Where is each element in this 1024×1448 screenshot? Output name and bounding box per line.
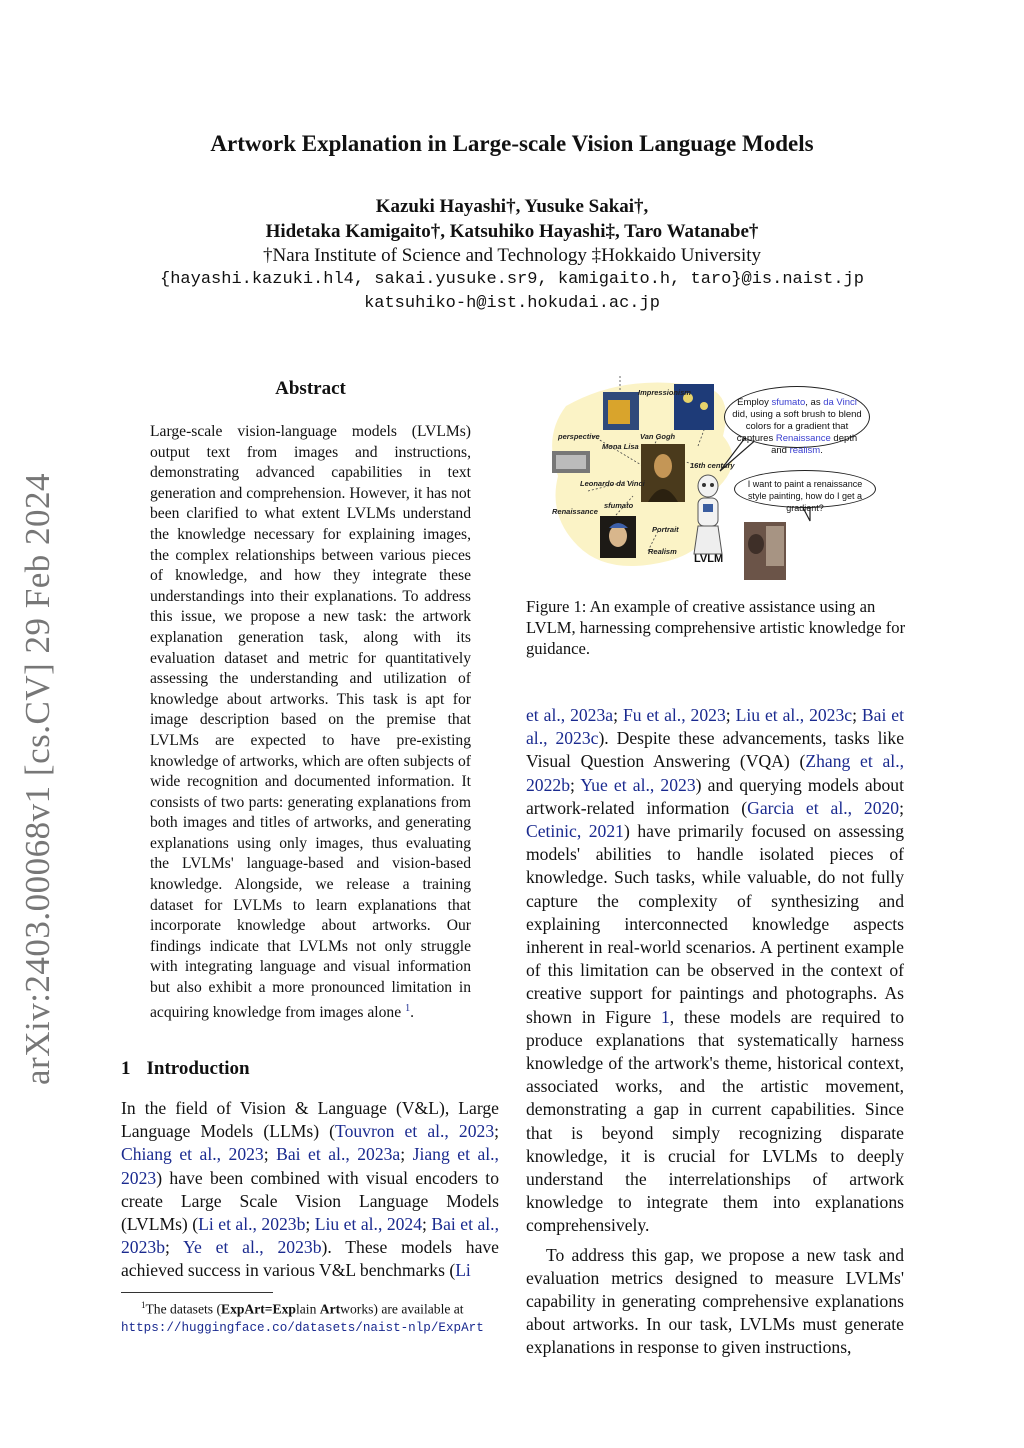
arxiv-stamp: arXiv:2403.00068v1 [cs.CV] 29 Feb 2024 xyxy=(18,472,57,1085)
citation-link[interactable]: Yue et al., 2023 xyxy=(580,774,696,795)
node-leonardo: Leonardo da Vinci xyxy=(580,479,645,488)
citation-link[interactable]: Fu et al., 2023 xyxy=(622,705,726,725)
node-16th-century: 16th century xyxy=(690,461,735,470)
footnote-rule xyxy=(121,1292,273,1293)
abstract-body xyxy=(150,422,471,1023)
citation-link[interactable]: Touvron et al., 2023 xyxy=(335,1121,495,1142)
paper-title: Artwork Explanation in Large-scale Vision Language Models xyxy=(210,131,814,156)
citation-link[interactable]: Li xyxy=(455,1260,471,1281)
affiliations: †Nara Institute of Science and Technology ‡Hokkaido University xyxy=(263,245,761,266)
node-impressionism: Impressionism xyxy=(638,388,691,397)
node-van-gogh: Van Gogh xyxy=(640,432,676,441)
citation-link[interactable]: Chiang et al., 2023 xyxy=(121,1144,264,1165)
section-title: Introduction xyxy=(146,1058,250,1079)
authors-line-2: Hidetaka Kamigaito†, Katsuhiko Hayashi‡, Taro Watanabe† xyxy=(265,221,759,242)
abstract-heading: Abstract xyxy=(275,378,346,399)
citation-link[interactable]: et al., 2023a xyxy=(526,705,614,725)
footnote-ref[interactable]: 1 xyxy=(405,1002,411,1014)
section-number: 1 xyxy=(121,1058,131,1079)
citation-link[interactable]: Liu et al., 2024 xyxy=(314,1214,423,1235)
citation-link[interactable]: Bai et al., 2023a xyxy=(276,1144,401,1165)
node-realism: Realism xyxy=(648,547,677,556)
dataset-link[interactable]: https://huggingface.co/datasets/naist-nlp/ExpArt xyxy=(121,1320,484,1335)
intro-paragraph-1-cont: et al., 2023a; Fu et al., 2023; Liu et al., 2023c; Bai et al., 2023c). Despite these advancements, tasks like Visual Question Answering (VQA) (Zhang et al., 2022b; Yue et al., 2023) and querying models about artwork-related information (Garcia et al., 2020; Cetinic, 2021) have primarily focused on assessing models' abilities to handle isolated pieces of knowledge. Such tasks, while valuable, do not fully capture the complexity of synthesizing and explaining interconnected knowledge aspects inherent in real-world scenarios. A pertinent example of this limitation can be observed in the context of creative support for paintings and photographs. As shown in Figure 1, these models are required to produce explanations that systematically harness knowledge of the artwork's theme, historical context, associated works, and the artistic movement, demonstrating a gap in current capabilities. Since that is beyond simply recognizing disparate knowledge, it is crucial for LVLMs to deeply understand the interrelationships of artwork knowledge to integrate them into explanations comprehensively. To address this gap, we propose a new task and evaluation metrics designed to measure LVLMs' capability in generating comprehensive explanations about artworks. In our task, LVLMs must generate explanations in response to given instructions, xyxy=(526,704,904,1360)
node-perspective: perspective xyxy=(558,432,600,441)
figure-1 xyxy=(548,376,908,582)
robot-icon xyxy=(694,475,722,554)
robot-label: LVLM xyxy=(694,553,724,565)
citation-link[interactable]: Liu et al., 2023c xyxy=(735,705,853,725)
citation-link[interactable]: Garcia et al., 2020 xyxy=(747,797,900,818)
assistant-speech-bubble: Employ sfumato, as da Vinci did, using a soft brush to blend colors for a gradient that captures Renaissance depth and realism. xyxy=(724,386,870,448)
authors-line-1: Kazuki Hayashi†, Yusuke Sakai†, xyxy=(375,196,649,217)
citation-link[interactable]: Li et al., 2023b xyxy=(198,1214,306,1235)
intro-paragraph-2: To address this gap, we propose a new task and evaluation metrics designed to measure LVLMs' capability in generating comprehensive explanations about artworks. In our task, LVLMs must generate explanations in response to given instructions, xyxy=(526,1244,904,1358)
abstract-text: Large-scale vision-language models (LVLMs) output text from images and instructions, demonstrating advanced capabilities in text generation and comprehension. However, it has not been clarified to what extent LVLMs understand the knowledge necessary for explaining images, the complex relationships between various pieces of knowledge, and how they integrate these understandings into their explanations. To address this issue, we propose a new task: the artwork explanation generation task, along with its evaluation dataset and metric for quantitatively assessing the understanding and utilization of knowledge about artworks. This task is apt for image description based on the premise that LVLMs are expected to have pre-existing knowledge of artworks, which are often subjects of wide recognition and documented information. It consists of two parts: generating explanations from both images and titles of artworks, and generating explanations using only images, thus evaluating the LVLMs' language-based and vision-based knowledge. Alongside, we release a training dataset for LVLMs to learn explanations that incorporate knowledge about artworks. Our findings indicate that LVLMs not only struggle with integrating language and visual information but also exhibit a more pronounced limitation in acquiring knowledge from images alone xyxy=(150,423,471,1021)
citation-link[interactable]: Ye et al., 2023b xyxy=(183,1237,322,1258)
citation-link[interactable]: Cetinic, 2021 xyxy=(526,821,624,842)
figure-1-caption: Figure 1: An example of creative assistance using an LVLM, harnessing comprehensive artistic knowledge for guidance. xyxy=(526,597,906,658)
emails-line-1: {hayashi.kazuki.hl4, sakai.yusuke.sr9, kamigaito.h, taro}@is.naist.jp xyxy=(160,270,864,289)
citation-link[interactable]: Bai et al., 2023b xyxy=(121,1214,499,1258)
citation-link[interactable]: Bai et al., 2023c xyxy=(526,705,904,749)
citation-link[interactable]: Jiang et al., 2023 xyxy=(121,1144,499,1188)
node-mona-lisa: Mona Lisa xyxy=(602,442,639,451)
emails-line-2: katsuhiko-h@ist.hokudai.ac.jp xyxy=(364,294,660,313)
node-sfumato: sfumato xyxy=(604,501,634,510)
section-heading-introduction xyxy=(121,1058,250,1080)
figure-ref-link[interactable]: 1 xyxy=(661,1006,670,1027)
intro-paragraph-1: In the field of Vision & Language (V&L), Large Language Models (LLMs) (Touvron et al., 2023; Chiang et al., 2023; Bai et al., 2023a; Jiang et al., 2023) have been combined with visual encoders to create Large Scale Vision Language Models (LVLMs) (Li et al., 2023b; Liu et al., 2024; Bai et al., 2023b; Ye et al., 2023b). These models have achieved success in various V&L benchmarks (Li xyxy=(121,1098,500,1281)
footnote: $^1$The datasets (ExpArt=Explain Artworks) are available at https://huggingface.co/datasets/naist-nlp/ExpArt xyxy=(121,1300,484,1335)
citation-link[interactable]: Zhang et al., 2022b xyxy=(526,751,904,795)
node-renaissance: Renaissance xyxy=(552,507,598,516)
abstract-end: . xyxy=(410,1003,414,1021)
node-portrait: Portrait xyxy=(652,525,679,534)
user-speech-bubble: I want to paint a renaissance style painting, how do I get a gradient? xyxy=(734,470,876,508)
